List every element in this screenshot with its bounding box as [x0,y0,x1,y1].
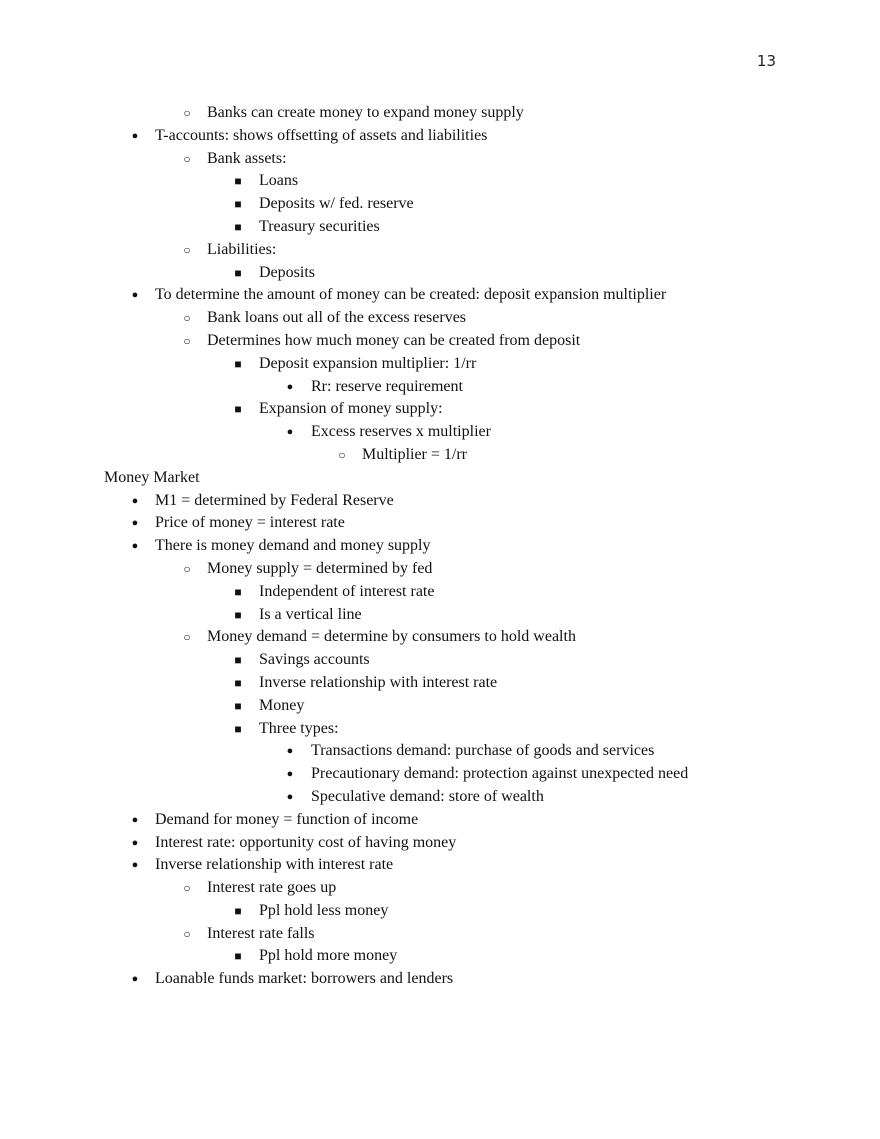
filled-circle-bullet-icon: ● [131,813,139,826]
outline-item-text: Interest rate falls [207,924,315,942]
hollow-circle-bullet-icon: ○ [183,561,191,576]
outline-item [104,376,804,399]
outline-item [104,490,804,513]
outline-item-text: Liabilities: [207,240,277,258]
outline-item [104,284,804,307]
outline-item-text: Three types: [259,719,339,737]
outline-item-text: Speculative demand: store of wealth [311,787,544,805]
outline-item-text: Deposits [259,263,315,281]
outline-item [104,763,804,786]
filled-circle-bullet-icon: ● [286,426,294,439]
outline-item-text: Money demand = determine by consumers to hold wealth [207,628,576,646]
outline-item-text: Deposit expansion multiplier: 1/rr [259,354,477,372]
outline-item [104,398,804,421]
filled-circle-bullet-icon: ● [131,494,139,507]
hollow-circle-bullet-icon: ○ [183,106,191,120]
outline-item-text: Transactions demand: purchase of goods and services [311,742,655,760]
outline-item-text: Precautionary demand: protection against unexpected need [311,765,689,783]
outline-item [104,558,804,581]
square-bullet-icon: ■ [234,197,242,212]
square-bullet-icon: ■ [234,949,242,964]
outline-item [104,535,804,558]
outline-item-text: Money supply = determined by fed [207,559,433,577]
square-bullet-icon: ■ [234,607,242,622]
outline-item-text: Determines how much money can be created from deposit [207,331,581,349]
outline-item-text: Interest rate: opportunity cost of having money [155,833,457,851]
outline-item [104,148,804,171]
square-bullet-icon: ■ [234,402,242,417]
outline-item-text: Multiplier = 1/rr [362,445,468,463]
outline-item-text: Demand for money = function of income [155,810,419,828]
outline-item [104,170,804,193]
outline-item [104,581,804,604]
filled-circle-bullet-icon: ● [131,289,139,302]
outline-item [104,968,804,991]
outline-item [104,854,804,877]
outline-item-text: Independent of interest rate [259,582,435,600]
outline-item [104,330,804,353]
outline-item-text: Excess reserves x multiplier [311,423,491,441]
outline-item-text: Inverse relationship with interest rate [259,673,498,691]
outline-item [104,193,804,216]
outline-item-text: Bank loans out all of the excess reserves [207,309,467,327]
square-bullet-icon: ■ [234,174,242,189]
outline-item [104,740,804,763]
outline-item-text: T-accounts: shows offsetting of assets and liabilities [155,126,488,144]
outline-item-text: Rr: reserve requirement [311,377,463,395]
outline-item-text: Expansion of money supply: [259,400,443,418]
outline-item [104,239,804,262]
filled-circle-bullet-icon: ● [131,973,139,986]
outline-item [104,923,804,946]
outline-item-text: Loanable funds market: borrowers and lenders [155,970,454,988]
outline-item [104,832,804,855]
outline-item [104,102,804,125]
outline-item-text: Interest rate goes up [207,879,337,897]
outline-item [104,421,804,444]
outline-item [104,809,804,832]
outline-item [104,877,804,900]
square-bullet-icon: ■ [234,698,242,713]
filled-circle-bullet-icon: ● [131,859,139,872]
outline-item-text: Bank assets: [207,149,287,167]
square-bullet-icon: ■ [234,903,242,918]
outline-item [104,786,804,809]
outline-item [104,262,804,285]
outline-item [104,512,804,535]
outline-item-text: Deposits w/ fed. reserve [259,195,414,213]
outline-item [104,649,804,672]
outline-item-text: Treasury securities [259,217,380,235]
filled-circle-bullet-icon: ● [131,836,139,849]
hollow-circle-bullet-icon: ○ [183,333,191,348]
outline-item [104,695,804,718]
outline-item [104,353,804,376]
square-bullet-icon: ■ [234,265,242,280]
outline-item [104,307,804,330]
outline-item [104,626,804,649]
outline-item-text: Savings accounts [259,651,370,669]
filled-circle-bullet-icon: ● [131,540,139,553]
outline-item [104,125,804,148]
section-heading-text: Money Market [104,468,200,486]
outline-item [104,718,804,741]
outline-item [104,672,804,695]
hollow-circle-bullet-icon: ○ [183,881,191,896]
filled-circle-bullet-icon: ● [286,768,294,781]
outline-item-text: Money [259,696,305,714]
square-bullet-icon: ■ [234,356,242,371]
square-bullet-icon: ■ [234,653,242,668]
outline-item-text: Ppl hold less money [259,901,389,919]
section-heading [104,467,804,490]
hollow-circle-bullet-icon: ○ [183,242,191,257]
filled-circle-bullet-icon: ● [286,380,294,393]
hollow-circle-bullet-icon: ○ [183,630,191,645]
hollow-circle-bullet-icon: ○ [183,151,191,166]
notes-outline [104,102,804,991]
outline-item [104,604,804,627]
filled-circle-bullet-icon: ● [286,745,294,758]
outline-item [104,900,804,923]
page-number: 13 [756,52,776,70]
outline-item-text: Price of money = interest rate [155,514,345,532]
outline-item [104,945,804,968]
hollow-circle-bullet-icon: ○ [338,447,346,462]
square-bullet-icon: ■ [234,584,242,599]
square-bullet-icon: ■ [234,219,242,234]
hollow-circle-bullet-icon: ○ [183,311,191,326]
outline-item-text: There is money demand and money supply [155,537,431,555]
square-bullet-icon: ■ [234,675,242,690]
outline-item [104,216,804,239]
outline-item [104,444,804,467]
outline-item-text: Loans [259,172,299,190]
filled-circle-bullet-icon: ● [131,129,139,142]
outline-item-text: To determine the amount of money can be created: deposit expansion multiplier [155,286,667,304]
outline-item-text: M1 = determined by Federal Reserve [155,491,394,509]
outline-item-text: Inverse relationship with interest rate [155,856,394,874]
hollow-circle-bullet-icon: ○ [183,926,191,941]
outline-item-text: Ppl hold more money [259,947,398,965]
square-bullet-icon: ■ [234,721,242,736]
filled-circle-bullet-icon: ● [131,517,139,530]
filled-circle-bullet-icon: ● [286,790,294,803]
outline-item-text: Banks can create money to expand money supply [207,104,524,121]
outline-item-text: Is a vertical line [259,605,362,623]
